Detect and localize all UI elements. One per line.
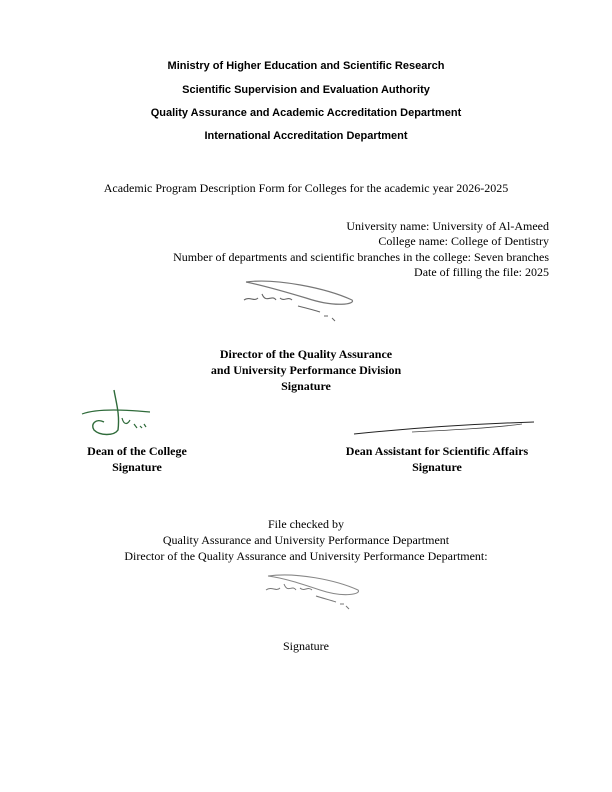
university-name: University name: University of Al-Ameed <box>346 219 549 233</box>
authority-heading: Scientific Supervision and Evaluation Authority <box>182 84 430 96</box>
checked-by-line3: Director of the Quality Assurance and University Performance Department: <box>124 549 488 563</box>
form-title: Academic Program Description Form for Colleges for the academic year 2026-2025 <box>103 181 509 195</box>
quality-director-title-line2: and University Performance Division <box>210 363 402 377</box>
college-name: College name: College of Dentistry <box>378 234 549 248</box>
dean-assistant-title: Dean Assistant for Scientific Affairs <box>345 444 529 458</box>
checked-by-line2: Quality Assurance and University Performance Department <box>162 533 450 547</box>
checked-by-line1: File checked by <box>268 517 344 531</box>
quality-director-signature-image <box>236 276 358 324</box>
dean-signature-image <box>78 388 154 440</box>
dean-title: Dean of the College <box>87 444 187 458</box>
accreditation-heading: International Accreditation Department <box>204 130 408 142</box>
departments-count: Number of departments and scientific branches in the college: Seven branches <box>173 250 549 264</box>
quality-director-signature-label: Signature <box>281 379 331 393</box>
checked-director-signature-image <box>260 570 364 612</box>
dean-assistant-signature-label: Signature <box>412 460 462 474</box>
dean-assistant-signature-image <box>352 418 536 438</box>
filling-date: Date of filling the file: 2025 <box>414 265 549 279</box>
dean-signature-label: Signature <box>112 460 162 474</box>
ministry-heading: Ministry of Higher Education and Scientific Research <box>167 60 445 72</box>
department-heading: Quality Assurance and Academic Accreditation Department <box>150 107 462 119</box>
quality-director-title-line1: Director of the Quality Assurance <box>219 347 393 361</box>
checked-signature-label: Signature <box>283 639 329 653</box>
